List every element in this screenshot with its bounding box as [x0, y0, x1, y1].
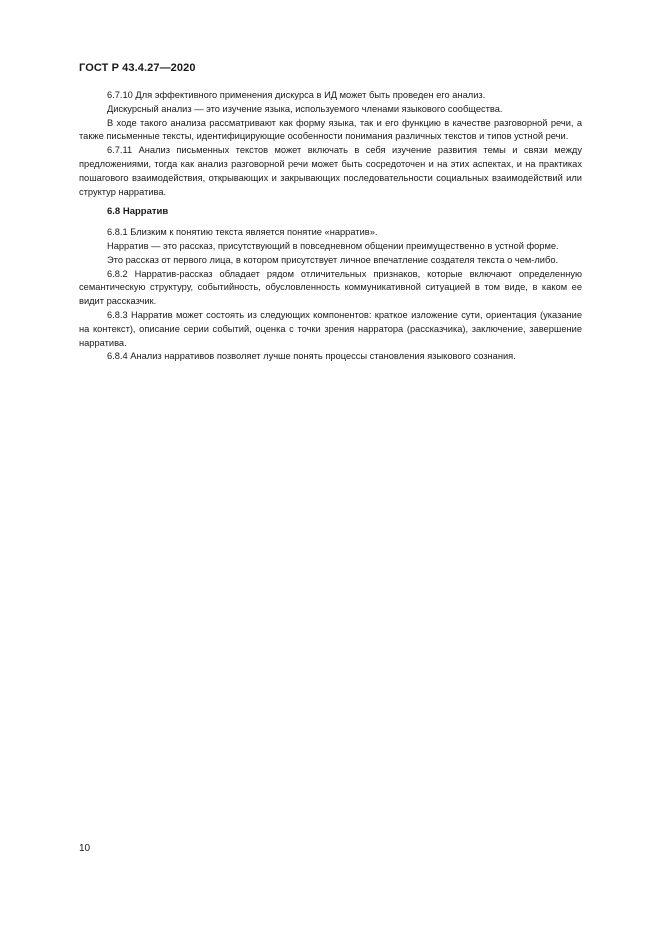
paragraph-6-8-2: 6.8.2 Нарратив-рассказ обладает рядом отличительных признаков, которые включают определенную семантическую структуру, событийность, обусловленность коммуникативной ситуацией в том виде, в каком ее видит рассказчик.: [79, 268, 582, 307]
document-body: [79, 89, 582, 364]
page-number: 10: [79, 843, 91, 854]
section-heading-6-8: 6.8 Нарратив: [107, 206, 169, 218]
paragraph-narrative-definition: Нарратив — это рассказ, присутствующий в повседневном общении преимущественно в устной форме.: [107, 240, 559, 251]
paragraph-6-8-1: 6.8.1 Близким к понятию текста является понятие «нарратив».: [107, 227, 378, 238]
paragraph-6-7-10: 6.7.10 Для эффективного применения дискурса в ИД может быть проведен его анализ.: [107, 90, 486, 100]
paragraph-first-person: Это рассказ от первого лица, в котором присутствует личное впечатление создателя текста о чем-либо.: [107, 254, 559, 265]
paragraph-6-7-11: 6.7.11 Анализ письменных текстов может включать в себя изучение развития темы и связи между предложениями, тогда как анализ разговорной речи может быть сосредоточен и на этих аспектах, и на практиках пошагового взаимодействия, открывающих и закрывающих последовательности социальных взаимодействий или структур нарратива.: [79, 145, 582, 197]
paragraph-6-8-4: 6.8.4 Анализ нарративов позволяет лучше понять процессы становления языкового сознания.: [107, 351, 516, 362]
document-header: ГОСТ Р 43.4.27—2020: [79, 62, 196, 74]
paragraph-discourse-definition: Дискурсный анализ — это изучение языка, используемого членами языкового сообщества.: [107, 103, 503, 114]
paragraph-6-8-3: 6.8.3 Нарратив может состоять из следующих компонентов: краткое изложение сути, ориентация (указание на контекст), описание серии событий, оценка с точки зрения нарратора (рассказчика), заключение, завершение нарратива.: [79, 309, 582, 348]
paragraph-analysis-scope: В ходе такого анализа рассматривают как форму языка, так и его функцию в качестве разговорной речи, а также письменные тексты, идентифицирующие особенности понимания различных текстов и типов устной речи.: [79, 117, 582, 142]
